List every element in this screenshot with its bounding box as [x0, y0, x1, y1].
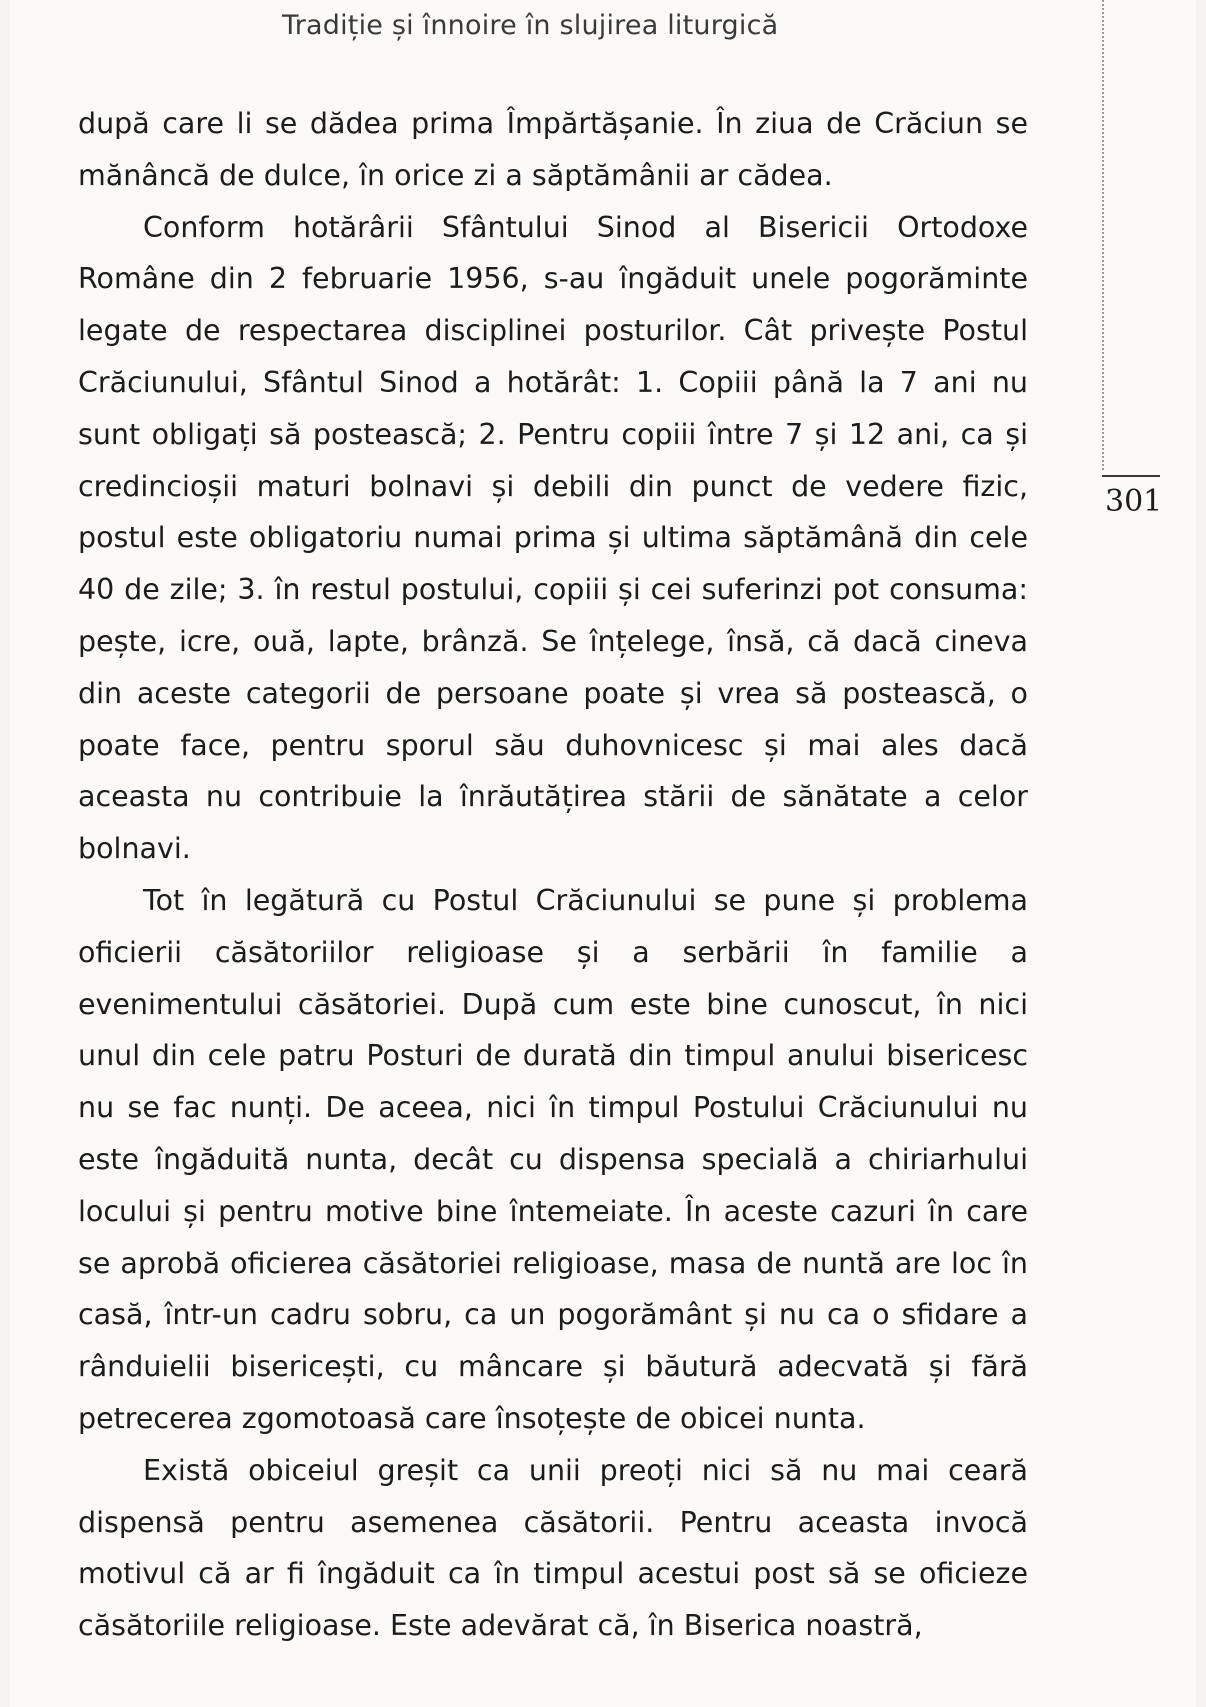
- paragraph-1: după care li se dădea prima Împărtășanie. În ziua de Crăciun se mănâncă de dulce, în orice zi a săptămânii ar cădea.: [78, 107, 1028, 192]
- margin-rule-horizontal: [1102, 475, 1160, 477]
- running-head: Tradiție și înnoire în slujirea liturgică: [282, 10, 779, 41]
- paragraph-4: Există obiceiul greșit ca unii preoți nici să nu mai ceară dispensă pentru asemenea căsătorii. Pentru aceasta invocă motivul că ar fi îngăduit ca în timpul acestui post să se oficieze căsătoriile religioase. Este adevărat că, în Biserica noastră,: [78, 1453, 1028, 1643]
- paragraph-2: Conform hotărârii Sfântului Sinod al Bisericii Ortodoxe Române din 2 februarie 1956, s-au îngăduit unele pogorăminte legate de respectarea disciplinei posturilor. Cât privește Postul Crăciunului, Sfântul Sinod a hotărât: 1. Copiii până la 7 ani nu sunt obligați să postească; 2. Pentru copiii între 7 și 12 ani, ca și credincioșii maturi bolnavi și debili din punct de vedere fizic, postul este obligatoriu numai prima și ultima săptămână din cele 40 de zile; 3. în restul postului, copiii și cei suferinzi pot consuma: pește, icre, ouă, lapte, brânză. Se înțelege, însă, că dacă cineva din aceste categorii de persoane poate și vrea să postească, o poate face, pentru sporul său duhovnicesc și mai ales dacă aceasta nu contribuie la înrăutățirea stării de sănătate a celor bolnavi.: [78, 210, 1028, 866]
- margin-rule-vertical: [1102, 0, 1104, 470]
- page-number: 301: [1105, 484, 1163, 519]
- book-page: [10, 0, 1196, 1707]
- body-text: [78, 98, 1028, 1652]
- paragraph-3: Tot în legătură cu Postul Crăciunului se pune și problema oficierii căsătoriilor religioase și a serbării în familie a evenimentului căsătoriei. După cum este bine cunoscut, în nici unul din cele patru Posturi de durată din timpul anului bisericesc nu se fac nunți. De aceea, nici în timpul Postului Crăciunului nu este îngăduită nunta, decât cu dispensa specială a chiriarhului locului și pentru motive bine întemeiate. În aceste cazuri în care se aprobă oficierea căsătoriei religioase, masa de nuntă are loc în casă, într-un cadru sobru, ca un pogorământ și nu ca o sfidare a rânduielii bisericești, cu mâncare și băutură adecvată și fără petrecerea zgomotoasă care însoțește de obicei nunta.: [78, 883, 1028, 1435]
